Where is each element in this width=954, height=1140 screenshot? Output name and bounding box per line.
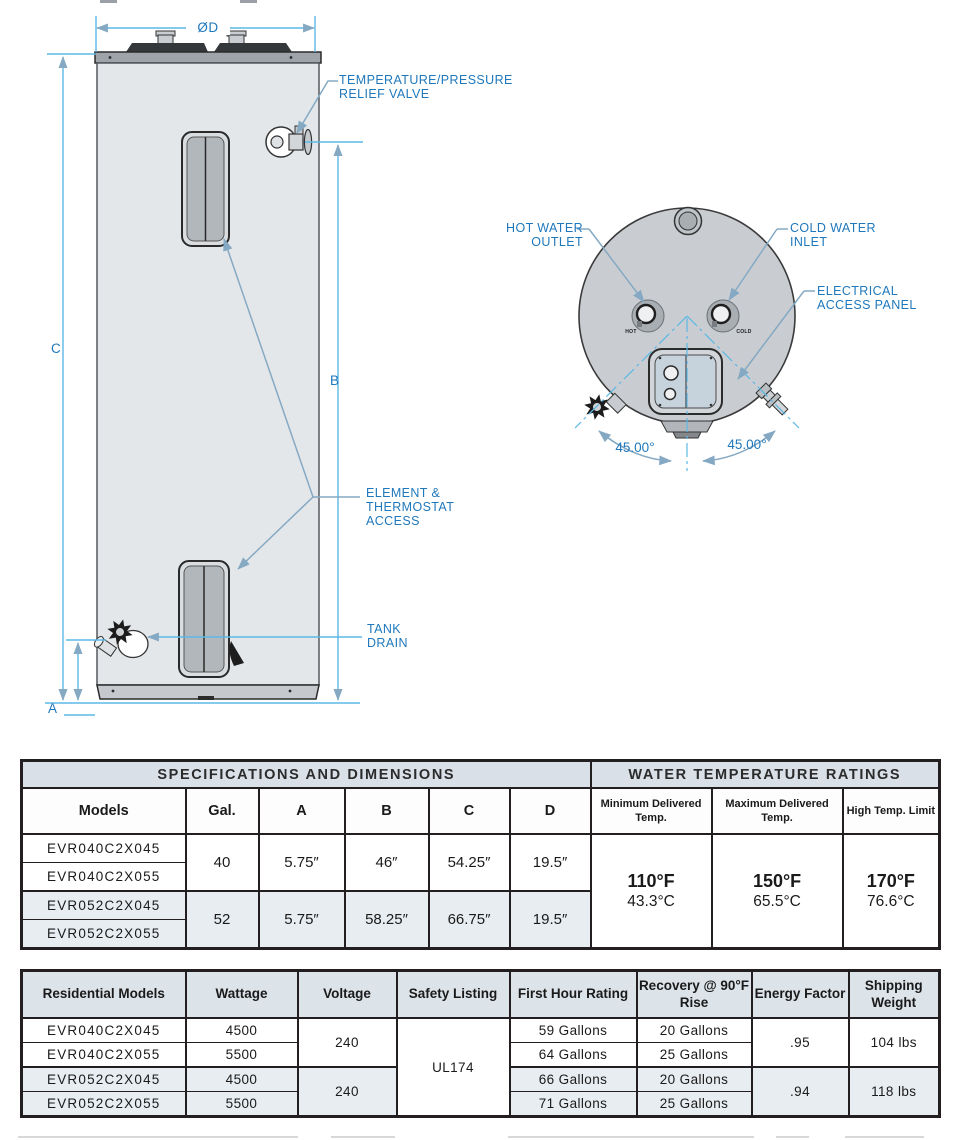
high-temp-c: 76.6°C <box>867 893 915 910</box>
col-c: C <box>429 788 510 834</box>
model-cell: EVR040C2X045 <box>22 1018 186 1043</box>
dim-b-cell: 46″ <box>345 834 429 891</box>
specifications-table <box>20 759 941 950</box>
model-cell: EVR040C2X055 <box>22 1043 186 1068</box>
max-temp-cell <box>712 834 843 949</box>
wattage-cell: 4500 <box>186 1067 298 1092</box>
max-temp-f: 150°F <box>752 871 802 891</box>
cutoff-table-edge <box>18 1136 298 1138</box>
gal-cell: 40 <box>186 834 259 891</box>
upper-access-panel <box>182 132 229 246</box>
dim-a-cell: 5.75″ <box>259 834 345 891</box>
col-a: A <box>259 788 345 834</box>
dim-d-cell: 19.5″ <box>510 834 591 891</box>
tp-relief-valve-callout: TEMPERATURE/PRESSURE RELIEF VALVE <box>339 73 513 101</box>
water-temp-title: WATER TEMPERATURE RATINGS <box>591 761 940 789</box>
dim-d-cell: 19.5″ <box>510 891 591 949</box>
col-gal: Gal. <box>186 788 259 834</box>
min-temp-c: 43.3°C <box>627 893 675 910</box>
hot-port-label: HOT <box>625 329 637 335</box>
element-thermostat-access-callout: ELEMENT & THERMOSTAT ACCESS <box>366 486 455 528</box>
cutoff-table-edge <box>508 1136 754 1138</box>
gal-cell: 52 <box>186 891 259 949</box>
cold-port-label: COLD <box>736 329 752 335</box>
cold-water-inlet-port <box>707 300 739 332</box>
col-high-temp: High Temp. Limit <box>843 788 940 834</box>
wattage-cell: 5500 <box>186 1043 298 1068</box>
col-energy-factor: Energy Factor <box>752 971 849 1019</box>
dim-b-cell: 58.25″ <box>345 891 429 949</box>
dim-c-cell: 66.75″ <box>429 891 510 949</box>
max-temp-c: 65.5°C <box>753 893 801 910</box>
col-wattage: Wattage <box>186 971 298 1019</box>
tank-top-band <box>95 52 321 63</box>
dim-c-cell: 54.25″ <box>429 834 510 891</box>
wattage-cell: 5500 <box>186 1092 298 1117</box>
col-min-temp: Minimum Delivered Temp. <box>591 788 712 834</box>
cutoff-mark <box>240 0 257 3</box>
electrical-ratings-table <box>20 969 941 1118</box>
spec-title: SPECIFICATIONS AND DIMENSIONS <box>22 761 591 789</box>
hot-water-outlet-port <box>632 300 664 332</box>
col-b: B <box>345 788 429 834</box>
energy-factor-cell: .94 <box>752 1067 849 1117</box>
cutoff-table-edge <box>845 1136 924 1138</box>
col-first-hour-rating: First Hour Rating <box>510 971 637 1019</box>
col-voltage: Voltage <box>298 971 397 1019</box>
col-d: D <box>510 788 591 834</box>
model-cell: EVR040C2X045 <box>22 834 186 863</box>
cold-water-inlet-callout: COLD WATER INLET <box>790 221 876 249</box>
cutoff-table-edge <box>776 1136 809 1138</box>
dim-a-cell: 5.75″ <box>259 891 345 949</box>
hot-water-outlet-callout: HOT WATER OUTLET <box>506 221 583 249</box>
dimension-d-label: ØD <box>186 20 230 35</box>
recovery-cell: 25 Gallons <box>637 1043 752 1068</box>
table-title-row <box>22 761 940 789</box>
tank-bottom-skirt <box>97 685 319 700</box>
model-cell: EVR052C2X045 <box>22 891 186 920</box>
table-row <box>22 1018 940 1043</box>
electrical-access-panel <box>649 349 722 414</box>
top-port <box>675 208 702 235</box>
dimension-a-label: A <box>48 701 58 716</box>
voltage-cell: 240 <box>298 1067 397 1117</box>
col-max-temp: Maximum Delivered Temp. <box>712 788 843 834</box>
cutoff-mark <box>100 0 117 3</box>
table-header-row <box>22 971 940 1019</box>
model-cell: EVR052C2X045 <box>22 1067 186 1092</box>
col-residential-models: Residential Models <box>22 971 186 1019</box>
angle-left-label: 45.00° <box>615 440 655 455</box>
high-temp-cell <box>843 834 940 949</box>
fhr-cell: 59 Gallons <box>510 1018 637 1043</box>
top-view-diagram <box>575 208 815 472</box>
dimension-b-label: B <box>330 373 340 388</box>
wattage-cell: 4500 <box>186 1018 298 1043</box>
recovery-cell: 25 Gallons <box>637 1092 752 1117</box>
side-view-diagram <box>45 0 363 715</box>
voltage-cell: 240 <box>298 1018 397 1067</box>
model-cell: EVR052C2X055 <box>22 920 186 949</box>
recovery-cell: 20 Gallons <box>637 1018 752 1043</box>
shipping-weight-cell: 104 lbs <box>849 1018 940 1067</box>
model-cell: EVR040C2X055 <box>22 863 186 892</box>
fhr-cell: 66 Gallons <box>510 1067 637 1092</box>
fhr-cell: 71 Gallons <box>510 1092 637 1117</box>
table-header-row <box>22 788 940 834</box>
cutoff-table-edge <box>331 1136 395 1138</box>
fhr-cell: 64 Gallons <box>510 1043 637 1068</box>
electrical-access-panel-callout: ELECTRICAL ACCESS PANEL <box>817 284 917 312</box>
col-safety-listing: Safety Listing <box>397 971 510 1019</box>
model-cell: EVR052C2X055 <box>22 1092 186 1117</box>
col-models: Models <box>22 788 186 834</box>
min-temp-cell <box>591 834 712 949</box>
energy-factor-cell: .95 <box>752 1018 849 1067</box>
high-temp-f: 170°F <box>866 871 915 891</box>
angle-right-label: 45.00° <box>727 437 767 452</box>
dimension-c-label: C <box>51 341 62 356</box>
col-shipping-weight: Shipping Weight <box>849 971 940 1019</box>
recovery-cell: 20 Gallons <box>637 1067 752 1092</box>
shipping-weight-cell: 118 lbs <box>849 1067 940 1117</box>
col-recovery: Recovery @ 90°F Rise <box>637 971 752 1019</box>
tank-drain-callout: TANK DRAIN <box>367 622 408 650</box>
table-row <box>22 834 940 863</box>
safety-listing-cell: UL174 <box>397 1018 510 1117</box>
min-temp-f: 110°F <box>627 871 675 891</box>
